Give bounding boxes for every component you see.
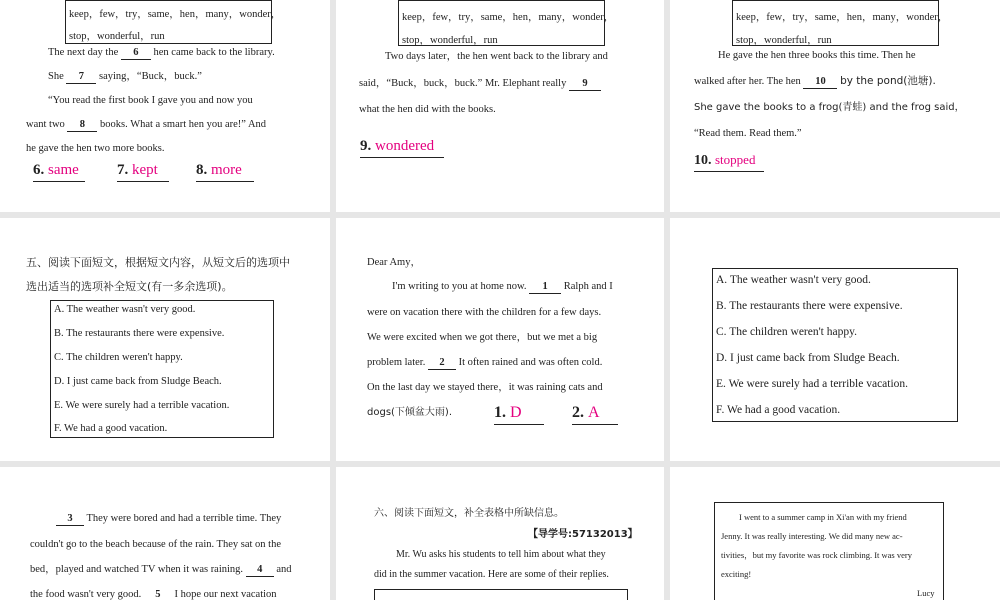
blank-7: 7 <box>66 70 96 84</box>
section-heading: 选出适当的选项补全短文(有一多余选项)。 <box>26 280 233 293</box>
word-bank-line: stop，wonderful，run <box>736 35 832 46</box>
answer-value: more <box>211 162 242 178</box>
text: The next day the <box>48 47 119 58</box>
slide-panel-3 <box>670 0 1000 212</box>
answer-2: 2. A <box>572 404 618 425</box>
passage-line <box>367 356 602 370</box>
word-bank-box <box>732 0 949 46</box>
answer-1: 1. D <box>494 404 544 425</box>
option-a: A. The weather wasn't very good. <box>716 274 871 286</box>
text: the food wasn't very good. <box>30 589 142 600</box>
option-b: B. The restaurants there were expensive. <box>716 300 903 312</box>
passage-line: She gave the books to a frog(青蛙) and the frog said， <box>694 102 965 113</box>
answer-number: 10 <box>694 153 708 168</box>
word-bank-box <box>65 0 282 44</box>
text: problem later. <box>367 357 426 368</box>
passage-line: “You read the first book I gave you and now you <box>48 95 253 106</box>
option-f: F. We had a good vacation. <box>54 423 168 434</box>
answer-number: 6 <box>33 162 41 178</box>
passage-line: We were excited when we got there，but we met a big <box>367 332 598 343</box>
passage-line: Two days later，the hen went back to the library and <box>385 51 608 62</box>
text: I hope our next vacation <box>174 589 277 600</box>
passage-line <box>56 512 281 526</box>
blank-10: 10 <box>803 75 837 89</box>
answer-10: 10. stopped <box>694 152 764 172</box>
blank-1: 1 <box>529 280 561 294</box>
section-heading: 五、阅读下面短文，根据短文内容，从短文后的选项中 <box>26 256 290 269</box>
passage-line: exciting! <box>721 569 752 579</box>
letter-greeting: Dear Amy， <box>367 257 421 268</box>
passage-line: he gave the hen two more books. <box>26 143 165 154</box>
passage-line: what the hen did with the books. <box>359 104 496 115</box>
answer-number: 1 <box>494 404 502 421</box>
passage-line <box>392 280 613 294</box>
passage-line <box>694 75 936 89</box>
text: hen came back to the library. <box>153 47 275 58</box>
option-a: A. The weather wasn't very good. <box>54 304 196 315</box>
slide-panel-9 <box>670 467 1000 600</box>
passage-line: “Read them. Read them.” <box>694 128 802 139</box>
text: walked after her. The hen <box>694 76 801 87</box>
passage-line: couldn't go to the beach because of the rain. They sat on the <box>30 539 281 550</box>
text: and <box>276 564 292 575</box>
text: She <box>48 71 64 82</box>
passage-line: I went to a summer camp in Xi'an with my friend <box>739 512 907 522</box>
answer-8: 8. more <box>196 162 254 182</box>
options-box <box>712 268 958 422</box>
text: They were bored and had a terrible time. They <box>86 513 282 524</box>
answer-number: 2 <box>572 404 580 421</box>
blank-9: 9 <box>569 77 601 91</box>
answer-value: same <box>48 162 79 178</box>
option-e: E. We were surely had a terrible vacation. <box>716 378 909 390</box>
passage-line <box>359 77 601 91</box>
word-bank-line: keep，few，try，same，hen，many，wonder， <box>69 9 282 20</box>
answer-value: D <box>510 404 522 421</box>
answer-value: A <box>588 404 600 421</box>
options-box <box>50 300 274 438</box>
passage-line <box>26 118 266 132</box>
passage-line: On the last day we stayed there，it was raining cats and <box>367 382 603 393</box>
word-bank-line: stop，wonderful，run <box>69 31 165 42</box>
slide-panel-7 <box>0 467 330 600</box>
passage-line: tivities，but my favorite was rock climbing. It was very <box>721 550 912 560</box>
option-c: C. The children weren't happy. <box>54 352 183 363</box>
option-c: C. The children weren't happy. <box>716 326 857 338</box>
text: bed，played and watched TV when it was raining. <box>30 564 244 575</box>
answer-value: stopped <box>715 152 756 167</box>
text: saying，“Buck，buck.” <box>99 71 202 82</box>
passage-line: Mr. Wu asks his students to tell him about what they <box>396 549 606 560</box>
answer-value: wondered <box>375 138 435 154</box>
passage-line: Jenny. It was really interesting. We did many new ac- <box>721 531 903 541</box>
option-e: E. We were surely had a terrible vacation. <box>54 400 230 411</box>
table-top-border <box>374 589 628 600</box>
blank-2: 2 <box>428 356 456 370</box>
text: It often rained and was often cold. <box>458 357 603 368</box>
answer-value: kept <box>132 162 158 178</box>
blank-4: 4 <box>246 563 274 577</box>
blank-5: 5 <box>144 588 172 600</box>
slide-panel-1 <box>0 0 330 212</box>
answer-number: 8 <box>196 162 204 178</box>
option-f: F. We had a good vacation. <box>716 404 841 416</box>
word-bank-box <box>398 0 615 46</box>
word-bank-line: keep，few，try，same，hen，many，wonder， <box>736 12 949 23</box>
slide-panel-5 <box>336 218 664 461</box>
passage-line: dogs(下倾盆大雨). <box>367 407 453 418</box>
passage-line: He gave the hen three books this time. Then he <box>718 50 916 61</box>
passage-line <box>48 70 202 84</box>
letter-box <box>714 502 944 600</box>
text: by the pond(池塘). <box>840 75 936 87</box>
slide-panel-8 <box>336 467 664 600</box>
answer-number: 7 <box>117 162 125 178</box>
option-d: D. I just came back from Sludge Beach. <box>716 352 900 364</box>
section-heading: 六、阅读下面短文，补全表格中所缺信息。 <box>374 508 564 519</box>
answer-number: 9 <box>360 138 368 154</box>
blank-6: 6 <box>121 46 151 60</box>
text: books. What a smart hen you are!” And <box>100 119 267 130</box>
slide-panel-4 <box>0 218 330 461</box>
answer-9: 9. wondered <box>360 138 444 158</box>
passage-line: were on vacation there with the children for a few days. <box>367 307 602 318</box>
text: want two <box>26 119 65 130</box>
blank-8: 8 <box>67 118 97 132</box>
option-b: B. The restaurants there were expensive. <box>54 328 225 339</box>
guide-number: 【导学号:57132013】 <box>528 529 638 540</box>
passage-line <box>30 563 291 577</box>
blank-3: 3 <box>56 512 84 526</box>
option-d: D. I just came back from Sludge Beach. <box>54 376 222 387</box>
passage-line <box>48 46 275 60</box>
passage-line <box>30 588 277 600</box>
answer-6: 6. same <box>33 162 85 182</box>
text: I'm writing to you at home now. <box>392 281 527 292</box>
answer-7: 7. kept <box>117 162 169 182</box>
signature: Lucy <box>917 588 935 598</box>
text: said，“Buck，buck，buck.” Mr. Elephant really <box>359 78 567 89</box>
text: Ralph and I <box>563 281 613 292</box>
slide-panel-6 <box>670 218 1000 461</box>
word-bank-line: keep，few，try，same，hen，many，wonder， <box>402 12 615 23</box>
passage-line: did in the summer vacation. Here are some of their replies. <box>374 569 609 580</box>
slide-panel-2 <box>336 0 664 212</box>
word-bank-line: stop，wonderful，run <box>402 35 498 46</box>
